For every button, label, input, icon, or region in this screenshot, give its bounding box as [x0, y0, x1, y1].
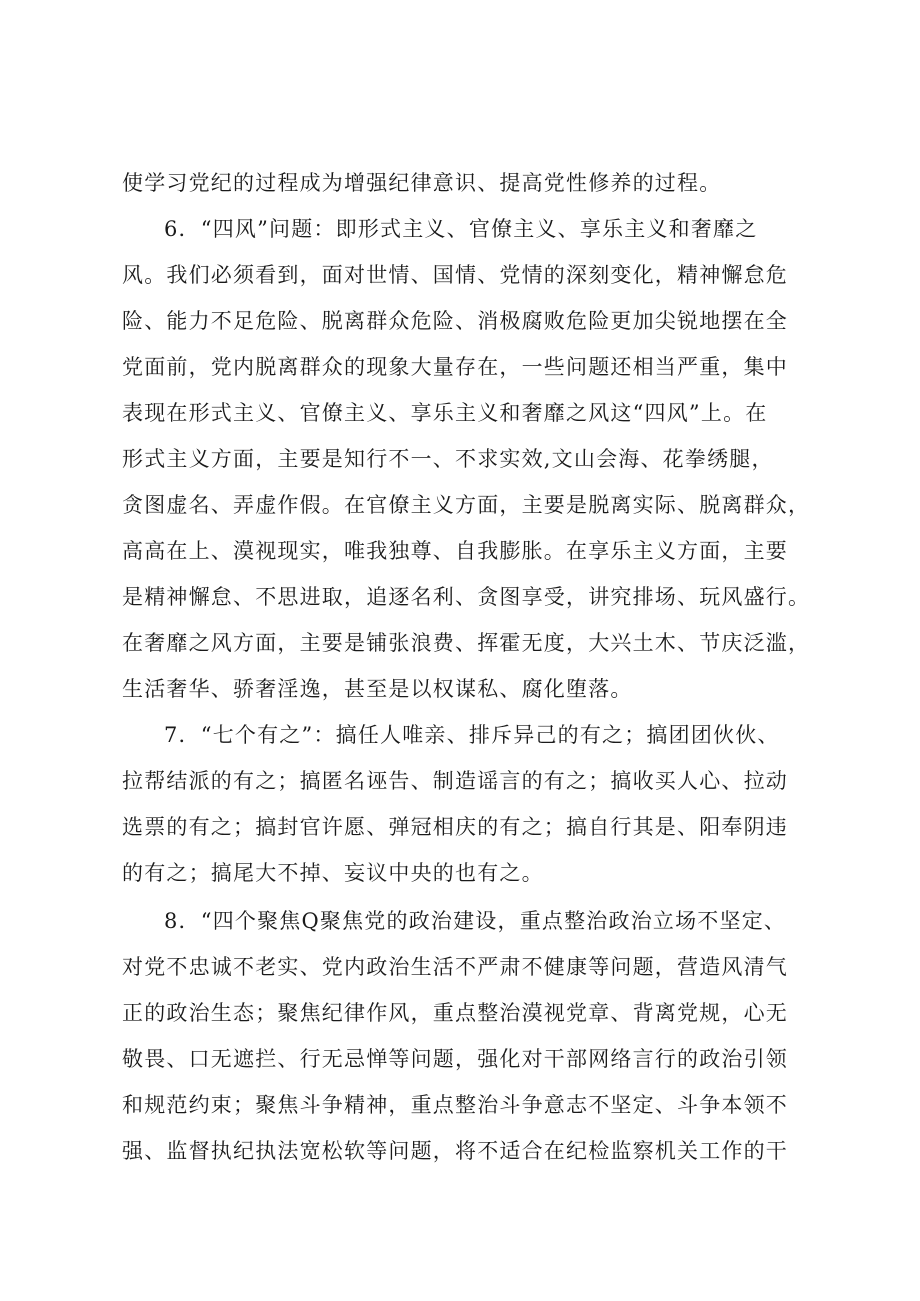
text-line: 风。我们必须看到，面对世情、国情、党情的深刻变化，精神懈怠危	[122, 263, 788, 287]
text-line: 和规范约束；聚焦斗争精神，重点整治斗争意志不坚定、斗争本领不	[122, 1093, 788, 1117]
text-line: 的有之；搞尾大不掉、妄议中央的也有之。	[122, 861, 544, 885]
text-line: 高高在上、漠视现实，唯我独尊、自我膨胀。在享乐主义方面，主要	[122, 539, 788, 563]
paragraph-7-heading-line: 7．“七个有之”：搞任人唯亲、排斥异己的有之；搞团团伙伙、	[164, 723, 780, 747]
text-line: 形式主义方面，主要是知行不一、不求实效,文山会海、花拳绣腿，	[122, 447, 774, 471]
text-line: 是精神懈怠、不思进取，追逐名利、贪图享受，讲究排场、玩风盛行。	[122, 585, 811, 609]
text-line: 使学习党纪的过程成为增强纪律意识、提高党性修养的过程。	[122, 171, 722, 195]
text-line: 在奢靡之风方面，主要是铺张浪费、挥霍无度，大兴土木、节庆泛滥，	[122, 631, 811, 655]
text-line: 拉帮结派的有之；搞匿名诬告、制造谣言的有之；搞收买人心、拉动	[122, 769, 788, 793]
text-line: 生活奢华、骄奢淫逸，甚至是以权谋私、腐化堕落。	[122, 677, 633, 701]
text-line: 险、能力不足危险、脱离群众危险、消极腐败危险更加尖锐地摆在全	[122, 309, 788, 333]
text-line: 正的政治生态；聚焦纪律作风，重点整治漠视党章、背离党规，心无	[122, 1001, 788, 1025]
text-line: 敬畏、口无遮拦、行无忌惮等问题，强化对干部网络言行的政治引领	[122, 1047, 788, 1071]
text-line: 对党不忠诚不老实、党内政治生活不严肃不健康等问题，营造风清气	[122, 955, 788, 979]
text-line: 贪图虚名、弄虚作假。在官僚主义方面，主要是脱离实际、脱离群众，	[122, 493, 811, 517]
text-line: 选票的有之；搞封官许愿、弹冠相庆的有之；搞自行其是、阳奉阴违	[122, 815, 788, 839]
text-line: 党面前，党内脱离群众的现象大量存在，一些问题还相当严重，集中	[122, 355, 788, 379]
paragraph-6-heading-line: 6．“四风”问题：即形式主义、官僚主义、享乐主义和奢靡之	[164, 217, 758, 241]
text-line: 强、监督执纪执法宽松软等问题，将不适合在纪检监察机关工作的干	[122, 1139, 788, 1163]
text-line: 表现在形式主义、官僚主义、享乐主义和奢靡之风这“四风”上。在	[122, 401, 768, 425]
paragraph-8-heading-line: 8．“四个聚焦Q聚焦党的政治建设，重点整治政治立场不坚定、	[164, 909, 787, 933]
